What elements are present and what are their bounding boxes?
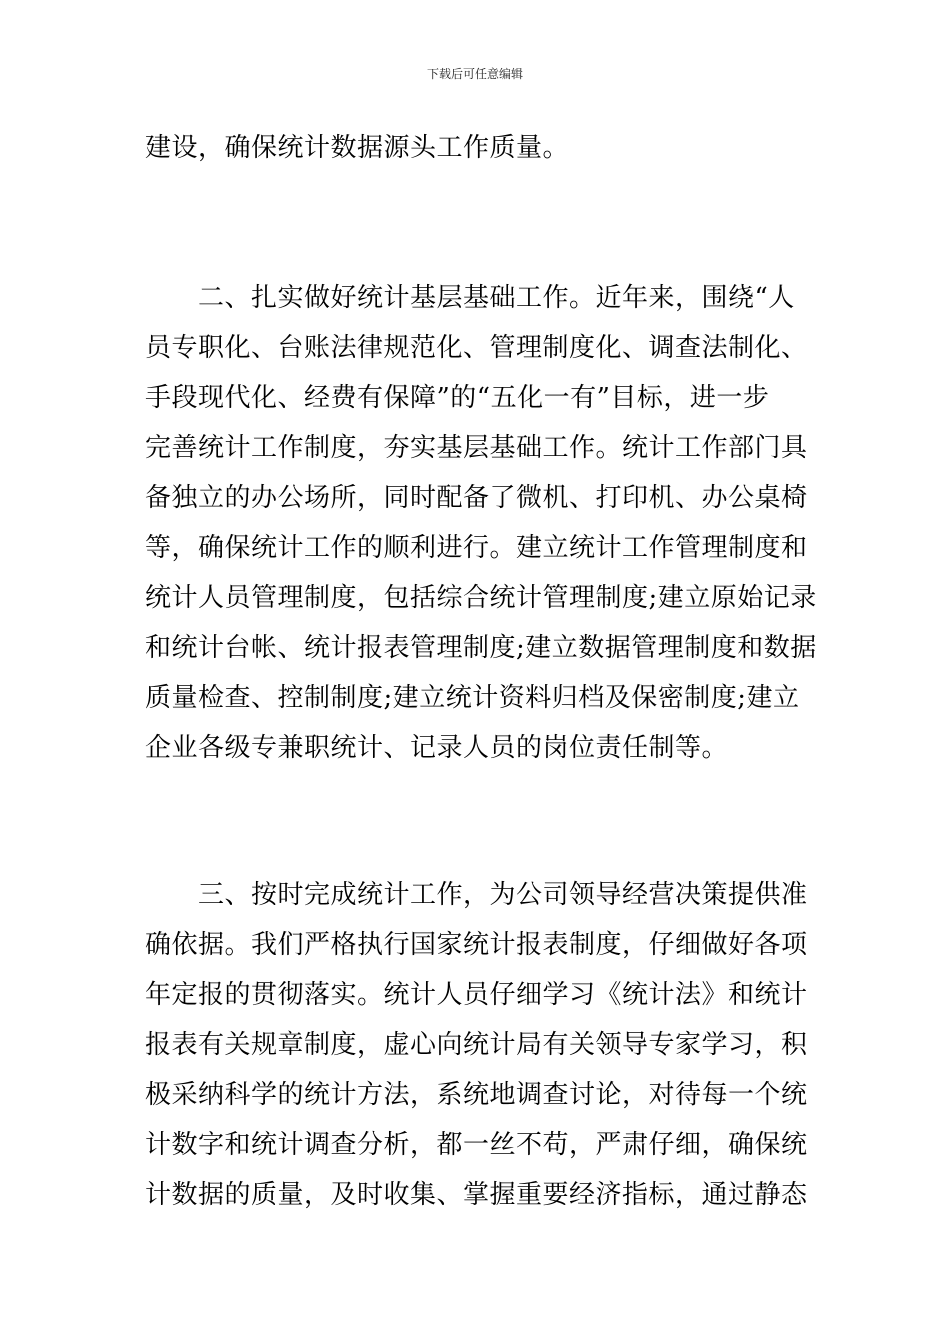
paragraph-3-line-5: 极采纳科学的统计方法，系统地调查讨论，对待每一个统 bbox=[145, 1080, 808, 1110]
paragraph-2-line-10: 企业各级专兼职统计、记录人员的岗位责任制等。 bbox=[145, 733, 729, 763]
paragraph-2-line-7: 统计人员管理制度，包括综合统计管理制度;建立原始记录 bbox=[145, 583, 817, 613]
paragraph-3-line-6: 计数字和统计调查分析，都一丝不苟，严肃仔细，确保统 bbox=[145, 1130, 808, 1160]
paragraph-2-line-4: 完善统计工作制度，夯实基层基础工作。统计工作部门具 bbox=[145, 433, 808, 463]
paragraph-3-line-1: 三、按时完成统计工作，为公司领导经营决策提供准 bbox=[145, 880, 808, 910]
paragraph-1-line-1: 建设，确保统计数据源头工作质量。 bbox=[145, 133, 570, 163]
paragraph-2-line-1: 二、扎实做好统计基层基础工作。近年来，围绕“人 bbox=[145, 283, 795, 313]
paragraph-2-line-6: 等，确保统计工作的顺利进行。建立统计工作管理制度和 bbox=[145, 533, 808, 563]
paragraph-2-line-8: 和统计台帐、统计报表管理制度;建立数据管理制度和数据 bbox=[145, 633, 817, 663]
paragraph-3-line-7: 计数据的质量，及时收集、掌握重要经济指标，通过静态 bbox=[145, 1180, 808, 1210]
paragraph-3-line-2: 确依据。我们严格执行国家统计报表制度，仔细做好各项 bbox=[145, 930, 808, 960]
paragraph-2-line-5: 备独立的办公场所，同时配备了微机、打印机、办公桌椅 bbox=[145, 483, 808, 513]
paragraph-2-line-3: 手段现代化、经费有保障”的“五化一有”目标，进一步 bbox=[145, 383, 770, 413]
paragraph-2-line-9: 质量检查、控制制度;建立统计资料归档及保密制度;建立 bbox=[145, 683, 800, 713]
paragraph-2-line-2: 员专职化、台账法律规范化、管理制度化、调查法制化、 bbox=[145, 333, 808, 363]
paragraph-3-line-4: 报表有关规章制度，虚心向统计局有关领导专家学习，积 bbox=[145, 1030, 808, 1060]
paragraph-3-line-3: 年定报的贯彻落实。统计人员仔细学习《统计法》和统计 bbox=[145, 980, 808, 1010]
header-note: 下载后可任意编辑 bbox=[426, 67, 523, 81]
